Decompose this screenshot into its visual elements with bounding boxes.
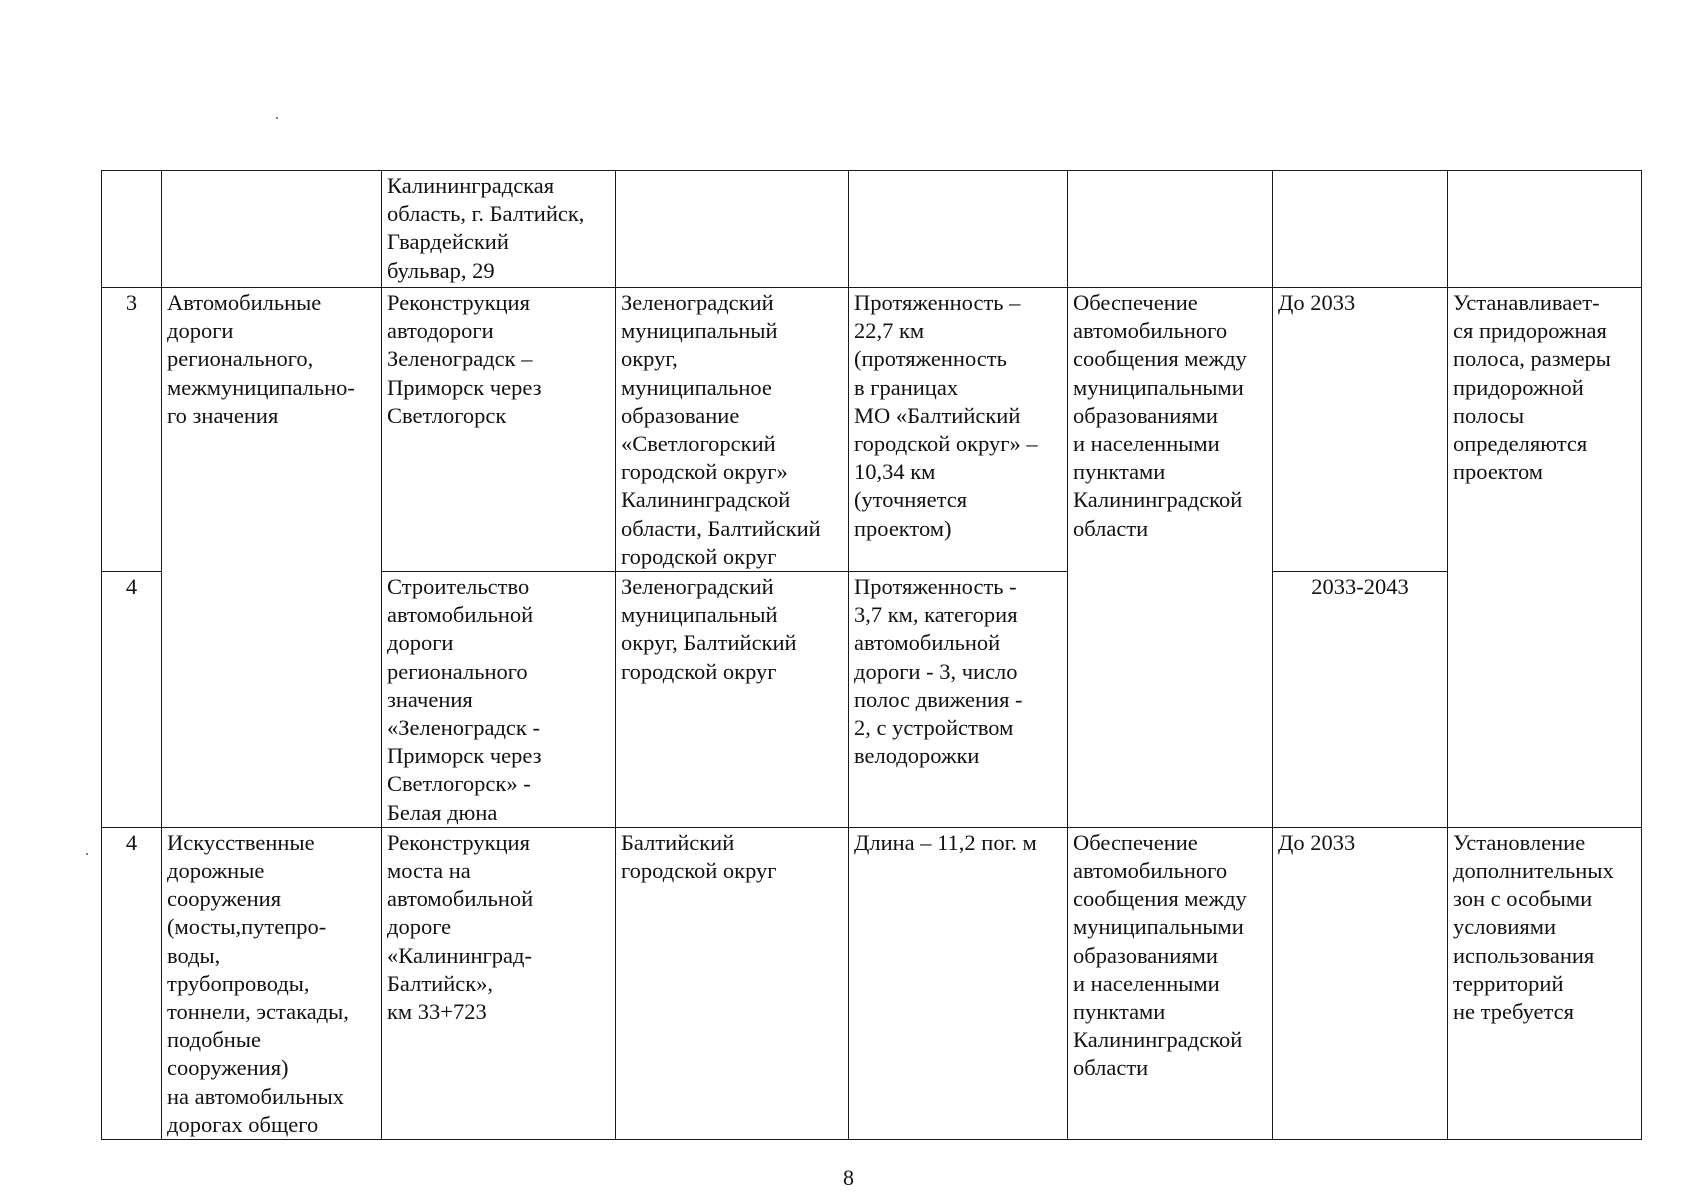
purpose-cell: Обеспечение автомобильного сообщения между муниципальными образованиями и населенными пунктами Калининградской области	[1068, 827, 1273, 1139]
zones-cell: Установление дополнительных зон с особыми условиями использования территорий не требуется	[1448, 827, 1642, 1139]
row-number-cell: 4	[102, 827, 162, 1139]
table-row	[102, 827, 1642, 1139]
term-cell	[1273, 171, 1448, 288]
location-cell	[616, 171, 849, 288]
object-name-cell: Реконструкция автодороги Зеленоградск – Приморск через Светлогорск	[382, 288, 616, 572]
zones-cell: Устанавливает- ся придорожная полоса, размеры придорожной полосы определяются проектом	[1448, 288, 1642, 828]
purpose-cell	[1068, 171, 1273, 288]
object-type-cell: Автомобильные дороги регионального, межмуниципально- го значения	[162, 288, 382, 828]
scan-speck	[86, 853, 88, 855]
characteristics-cell: Протяженность - 3,7 км, категория автомобильной дороги - 3, число полос движения - 2, с устройством велодорожки	[849, 572, 1068, 828]
table-row	[102, 171, 1642, 288]
location-cell: Балтийский городской округ	[616, 827, 849, 1139]
characteristics-cell: Протяженность – 22,7 км (протяженность в границах МО «Балтийский городской округ» – 10,34 км (уточняется проектом)	[849, 288, 1068, 572]
row-number-cell	[102, 171, 162, 288]
object-type-cell: Искусственные дорожные сооружения (мосты,путепро- воды, трубопроводы, тоннели, эстакады, подобные сооружения) на автомобильных дорогах общего	[162, 827, 382, 1139]
term-cell: 2033-2043	[1273, 572, 1448, 828]
scan-speck	[276, 117, 278, 119]
location-cell: Зеленоградский муниципальный округ, муниципальное образование «Светлогорский городской округ» Калининградской области, Балтийский городской округ	[616, 288, 849, 572]
purpose-cell: Обеспечение автомобильного сообщения между муниципальными образованиями и населенными пунктами Калининградской области	[1068, 288, 1273, 828]
characteristics-cell	[849, 171, 1068, 288]
term-cell: До 2033	[1273, 827, 1448, 1139]
zones-cell	[1448, 171, 1642, 288]
object-name-cell: Калининградская область, г. Балтийск, Гвардейский бульвар, 29	[382, 171, 616, 288]
infrastructure-objects-table	[101, 170, 1642, 1140]
row-number-cell: 3	[102, 288, 162, 572]
object-name-cell: Строительство автомобильной дороги регионального значения «Зеленоградск - Приморск через Светлогорск» - Белая дюна	[382, 572, 616, 828]
object-name-cell: Реконструкция моста на автомобильной дороге «Калининград- Балтийск», км 33+723	[382, 827, 616, 1139]
location-cell: Зеленоградский муниципальный округ, Балтийский городской округ	[616, 572, 849, 828]
term-cell: До 2033	[1273, 288, 1448, 572]
table-row	[102, 288, 1642, 572]
page-number: 8	[843, 1165, 854, 1190]
row-number-cell: 4	[102, 572, 162, 828]
object-type-cell	[162, 171, 382, 288]
characteristics-cell: Длина – 11,2 пог. м	[849, 827, 1068, 1139]
